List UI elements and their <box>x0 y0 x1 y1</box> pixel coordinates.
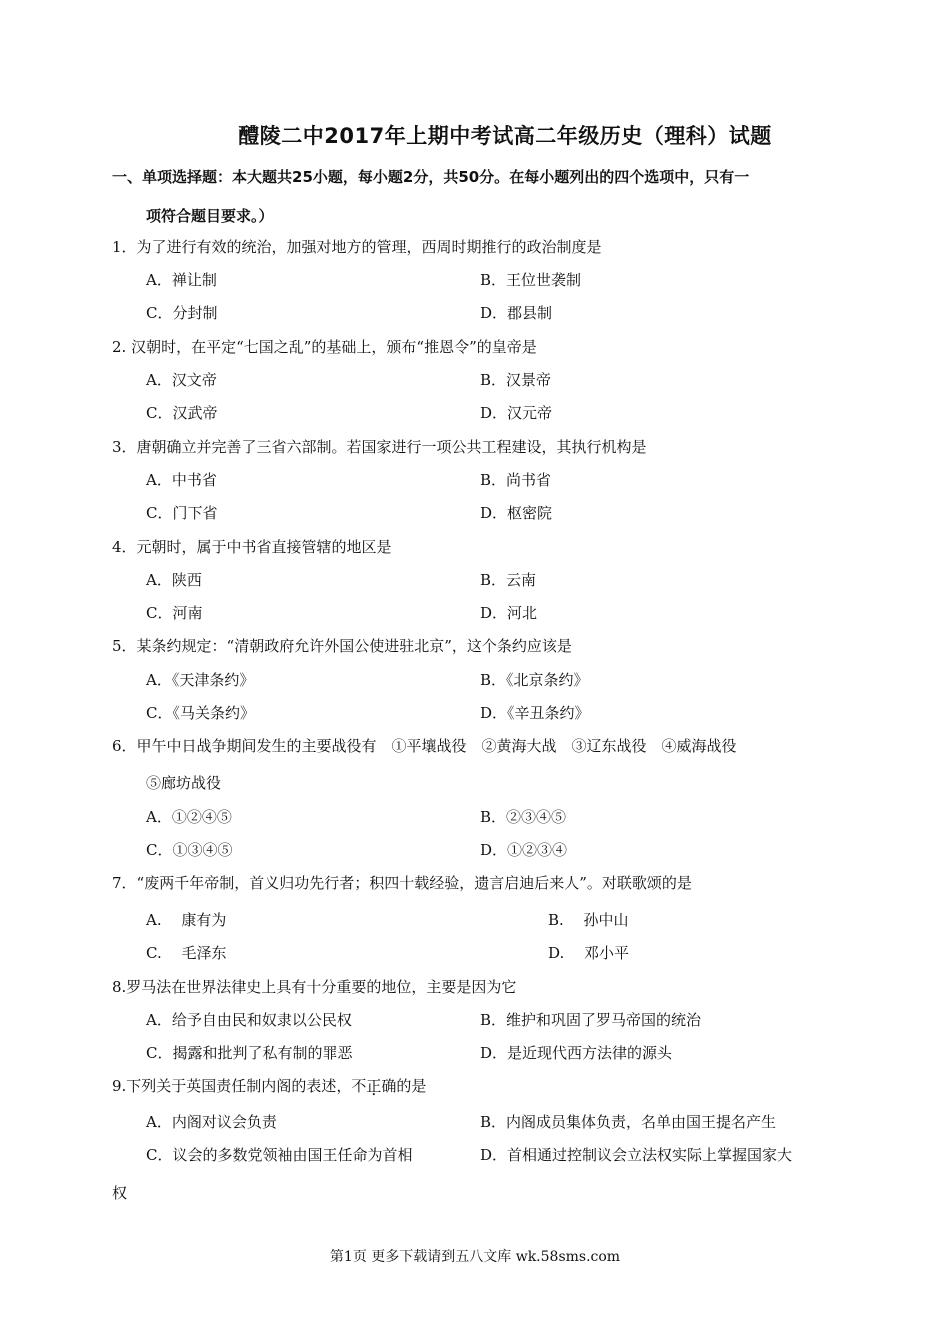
option-a: A．中书省 <box>146 471 217 489</box>
question-stem: 1．为了进行有效的统治，加强对地方的管理，西周时期推行的政治制度是 <box>112 238 602 256</box>
page-footer: 第1页 更多下载请到五八文库 wk.58sms.com <box>329 1249 621 1265</box>
option-c: C．河南 <box>146 604 203 622</box>
question-stem: 2. 汉朝时，在平定“七国之乱”的基础上，颁布“推恩令”的皇帝是 <box>112 338 537 356</box>
option-d: D．①②③④ <box>480 841 568 859</box>
option-c: C．门下省 <box>146 504 218 522</box>
option-d: D．汉元帝 <box>480 404 553 422</box>
option-b: B．王位世袭制 <box>480 271 582 289</box>
question-stem: 3．唐朝确立并完善了三省六部制。若国家进行一项公共工程建设，其执行机构是 <box>112 438 647 456</box>
question-stem <box>112 1075 426 1096</box>
question-stem: 7．“废两千年帝制，首义归功先行者；积四十载经验，遗言启迪后来人”。对联歌颂的是 <box>112 874 692 892</box>
stem-text: 的是 <box>396 1077 427 1095</box>
option-a: A. 康有为 <box>146 911 227 929</box>
option-a: A．禅让制 <box>146 271 217 289</box>
question-stem: 8.罗马法在世界法律史上具有十分重要的地位，主要是因为它 <box>112 978 517 996</box>
question-stem: 5．某条约规定：“清朝政府允许外国公使进驻北京”，这个条约应该是 <box>112 637 572 655</box>
section-instruction-line1: 一、单项选择题：本大题共25小题，每小题2分，共50分。在每小题列出的四个选项中，只有一 <box>112 168 750 186</box>
option-a: A．内阁对议会负责 <box>146 1113 277 1131</box>
option-d: D．郡县制 <box>480 304 553 322</box>
option-a: A．①②④⑤ <box>146 808 232 826</box>
option-b: B．尚书省 <box>480 471 552 489</box>
option-a: A．给予自由民和奴隶以公民权 <box>146 1011 352 1029</box>
option-a: A．《天津条约》 <box>146 671 255 689</box>
option-b: B．内阁成员集体负责，名单由国王提名产生 <box>480 1113 777 1131</box>
option-c: C．分封制 <box>146 304 218 322</box>
option-c: C．汉武帝 <box>146 404 218 422</box>
option-b: B．维护和巩固了罗马帝国的统治 <box>480 1011 702 1029</box>
option-c: C. 毛泽东 <box>146 944 227 962</box>
option-c: C．《马关条约》 <box>146 704 255 722</box>
option-b: B．云南 <box>480 571 537 589</box>
question-stem: 6．甲午中日战争期间发生的主要战役有 ①平壤战役 ②黄海大战 ③辽东战役 ④威海战役 <box>112 737 737 755</box>
option-d: D. 邓小平 <box>548 944 630 962</box>
stem-text: 9.下列关于英国责任制内阁的表述， <box>112 1077 352 1095</box>
option-d: D．《辛丑条约》 <box>480 704 590 722</box>
option-d: D．首相通过控制议会立法权实际上掌握国家大 <box>480 1146 793 1164</box>
option-a: A．陕西 <box>146 571 202 589</box>
option-b: B. 孙中山 <box>548 911 629 929</box>
option-b: B．《北京条约》 <box>480 671 589 689</box>
option-d: D．是近现代西方法律的源头 <box>480 1044 673 1062</box>
emphasis-text: 不正确 <box>351 1077 397 1095</box>
option-b: B．汉景帝 <box>480 371 552 389</box>
option-d: D．枢密院 <box>480 504 553 522</box>
page-title: 醴陵二中2017年上期中考试高二年级历史（理科）试题 <box>238 124 772 148</box>
option-d: D．河北 <box>480 604 538 622</box>
option-a: A．汉文帝 <box>146 371 217 389</box>
option-c: C．议会的多数党领袖由国王任命为首相 <box>146 1146 413 1164</box>
question-stem-continued: ⑤廊坊战役 <box>146 774 222 792</box>
option-b: B．②③④⑤ <box>480 808 567 826</box>
option-c: C．揭露和批判了私有制的罪恶 <box>146 1044 353 1062</box>
question-stem: 4．元朝时，属于中书省直接管辖的地区是 <box>112 538 392 556</box>
option-d-continued: 权 <box>112 1184 128 1202</box>
option-c: C．①③④⑤ <box>146 841 233 859</box>
section-instruction-line2: 项符合题目要求。） <box>146 207 274 225</box>
